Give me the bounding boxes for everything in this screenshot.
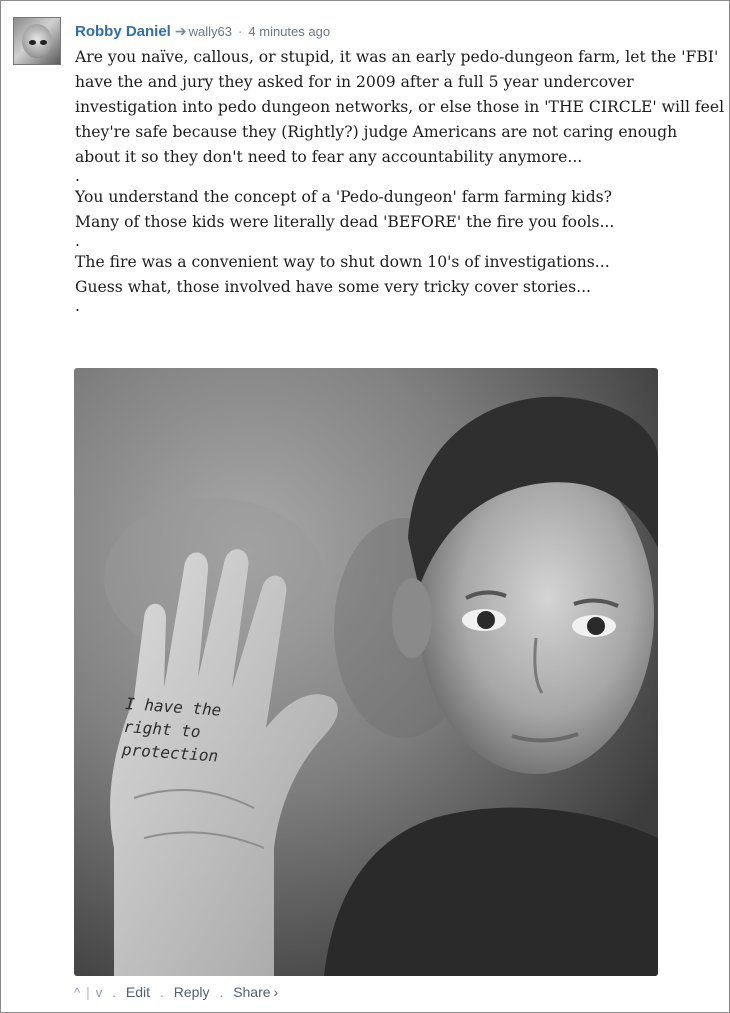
- action-separator: .: [159, 984, 164, 1000]
- upvote-icon[interactable]: ^: [74, 985, 81, 1000]
- comment-paragraph: You understand the concept of a 'Pedo-dungeon' farm farming kids? Many of those kids were literally dead 'BEFORE' the fire you fools...: [75, 188, 615, 231]
- comment-body: [75, 45, 725, 315]
- edit-link[interactable]: Edit: [125, 984, 151, 1000]
- photo-drawing: [74, 368, 658, 976]
- comment-dot: .: [75, 232, 80, 250]
- downvote-icon[interactable]: v: [95, 985, 103, 1000]
- action-separator: .: [219, 984, 224, 1000]
- hand-text-line: right to: [122, 716, 202, 742]
- avatar-eye-right: [40, 40, 47, 45]
- reply-link[interactable]: Reply: [173, 984, 210, 1000]
- action-separator: .: [112, 984, 117, 1000]
- parent-author-link[interactable]: wally63: [188, 24, 232, 39]
- comment-actions: [74, 982, 278, 1002]
- comment-header: [75, 21, 330, 41]
- avatar[interactable]: [13, 17, 61, 65]
- share-link[interactable]: Share: [233, 984, 271, 1000]
- comment-paragraph: Are you naïve, callous, or stupid, it was an early pedo-dungeon farm, let the 'FBI' have the and jury they asked for in 2009 after a full 5 year undercover investigation into pedo dungeon networks, or else those in 'THE CIRCLE' will feel they're safe because they (Rightly?) judge Americans are not caring enough about it so they don't need to fear any accountability anymore...: [75, 48, 725, 166]
- chevron-right-icon: ›: [273, 984, 279, 1000]
- reply-arrow-icon: ➔: [174, 23, 187, 39]
- avatar-eye-left: [29, 40, 36, 45]
- hand-text-line: I have the: [124, 693, 222, 720]
- author-name[interactable]: Robby Daniel: [75, 23, 171, 40]
- comment-image[interactable]: [74, 368, 658, 976]
- avatar-face: [22, 24, 52, 58]
- hand-text-line: protection: [121, 739, 219, 766]
- timestamp[interactable]: 4 minutes ago: [248, 24, 331, 39]
- comment-paragraph: The fire was a convenient way to shut down 10's of investigations... Guess what, those involved have some very tricky cover stories...: [75, 253, 610, 296]
- vote-divider: |: [86, 984, 90, 1000]
- comment-dot: .: [75, 297, 80, 315]
- header-separator: ·: [237, 23, 243, 39]
- hand-writing: [121, 692, 222, 768]
- comment-dot: .: [75, 167, 80, 185]
